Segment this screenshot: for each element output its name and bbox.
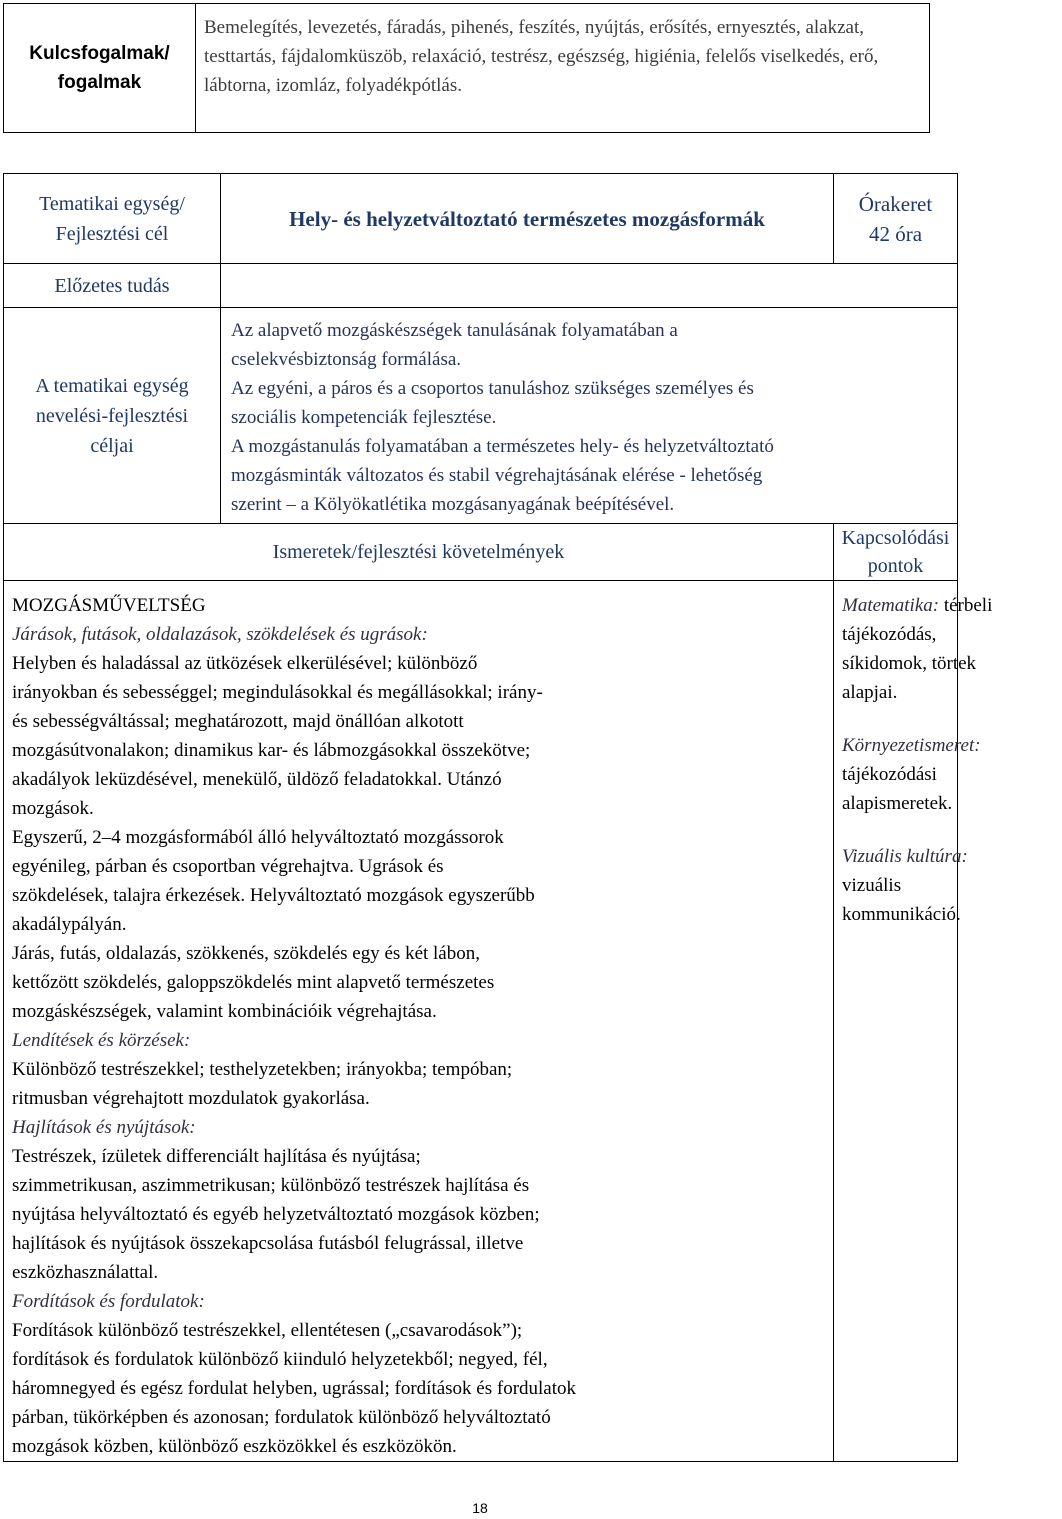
goals-line: Az alapvető mozgáskészségek tanulásának folyamatában a bbox=[231, 320, 678, 341]
requirement-line: irányokban és sebességgel; megindulásokkal és megállásokkal; irány- bbox=[12, 682, 543, 703]
requirement-line: eszközhasználattal. bbox=[12, 1262, 159, 1283]
requirement-line: egyénileg, párban és csoportban végrehajtva. Ugrások és bbox=[12, 856, 444, 877]
requirement-line: Helyben és haladással az ütközések elkerülésével; különböző bbox=[12, 653, 478, 674]
requirement-line: Járás, futás, oldalazás, szökkenés, szökdelés egy és két lábon, bbox=[12, 943, 480, 964]
requirement-line: nyújtása helyváltoztató és egyéb helyzetváltoztató mozgások közben; bbox=[12, 1204, 540, 1225]
requirement-line: mozgások közben, különböző eszközökkel és eszközökön. bbox=[12, 1436, 457, 1457]
requirement-line: mozgásútvonalakon; dinamikus kar- és lábmozgásokkal összekötve; bbox=[12, 740, 531, 761]
requirement-line: Testrészek, ízületek differenciált hajlítása és nyújtása; bbox=[12, 1146, 421, 1167]
requirement-line: MOZGÁSMŰVELTSÉG bbox=[12, 595, 206, 616]
requirement-line: mozgások. bbox=[12, 798, 94, 819]
requirement-subheading: Fordítások és fordulatok: bbox=[12, 1291, 205, 1312]
connections-body bbox=[834, 581, 993, 1462]
goals-label: A tematikai egység nevelési-fejlesztési céljai bbox=[4, 308, 221, 524]
connections-header: Kapcsolódási pontok bbox=[834, 524, 958, 581]
unit-label: Tematikai egység/ Fejlesztési cél bbox=[4, 174, 221, 264]
requirement-line: Fordítások különböző testrészekkel, ellentétesen („csavarodások”); bbox=[12, 1320, 523, 1341]
requirement-line: akadályok leküzdésével, menekülő, üldöző feladatokkal. Utánzó bbox=[12, 769, 502, 790]
requirement-subheading: Járások, futások, oldalazások, szökdelések és ugrások: bbox=[12, 624, 428, 645]
requirements-body bbox=[4, 581, 834, 1462]
hours-cell: Órakeret 42 óra bbox=[834, 174, 958, 264]
requirement-line: akadálypályán. bbox=[12, 914, 127, 935]
goals-text bbox=[221, 308, 958, 524]
requirement-line: szimmetrikusan, aszimmetrikusan; különböző testrészek hajlítása és bbox=[12, 1175, 530, 1196]
requirement-subheading: Hajlítások és nyújtások: bbox=[12, 1117, 196, 1138]
math-connection: Matematika: térbeli tájékozódás, síkidomok, törtek alapjai. bbox=[842, 595, 993, 703]
key-concepts-table bbox=[3, 3, 930, 133]
goals-line: szociális kompetenciák fejlesztése. bbox=[231, 407, 497, 428]
goals-line: Az egyéni, a páros és a csoportos tanuláshoz szükséges személyes és bbox=[231, 378, 754, 399]
key-concepts-value: Bemelegítés, levezetés, fáradás, pihenés, feszítés, nyújtás, erősítés, ernyesztés, alakzat, testtartás, fájdalomküszöb, relaxáció, testrész, egészség, higiénia, felelős viselkedés, erő, lábtorna, izomláz, folyadékpótlás. bbox=[196, 4, 930, 133]
requirement-line: szökdelések, talajra érkezések. Helyváltoztató mozgások egyszerűbb bbox=[12, 885, 535, 906]
requirements-header: Ismeretek/fejlesztési követelmények bbox=[4, 524, 834, 581]
key-concepts-label: Kulcsfogalmak/ fogalmak bbox=[4, 4, 196, 133]
requirement-line: fordítások és fordulatok különböző kiinduló helyzetekből; negyed, fél, bbox=[12, 1349, 548, 1370]
requirement-line: és sebességváltással; meghatározott, majd önállóan alkotott bbox=[12, 711, 464, 732]
requirement-line: ritmusban végrehajtott mozdulatok gyakorlása. bbox=[12, 1088, 370, 1109]
requirement-line: Egyszerű, 2–4 mozgásformából álló helyváltoztató mozgássorok bbox=[12, 827, 504, 848]
requirement-line: kettőzött szökdelés, galoppszökdelés mint alapvető természetes bbox=[12, 972, 495, 993]
prior-knowledge-label: Előzetes tudás bbox=[4, 264, 221, 308]
requirement-line: háromnegyed és egész fordulat helyben, ugrással; fordítások és fordulatok bbox=[12, 1378, 577, 1399]
prior-knowledge-value bbox=[221, 264, 958, 308]
requirement-line: mozgáskészségek, valamint kombinációik végrehajtása. bbox=[12, 1001, 437, 1022]
environment-connection: Környezetismeret: tájékozódási alapismeretek. bbox=[842, 735, 981, 814]
requirement-line: hajlítások és nyújtások összekapcsolása futásból felugrással, illetve bbox=[12, 1233, 524, 1254]
goals-line: mozgásminták változatos és stabil végrehajtásának elérése - lehetőség bbox=[231, 465, 763, 486]
goals-line: cselekvésbiztonság formálása. bbox=[231, 349, 462, 370]
visual-culture-connection: Vizuális kultúra: vizuális kommunikáció. bbox=[842, 846, 968, 925]
requirement-line: párban, tükörképben és azonosan; fordulatok különböző helyváltoztató bbox=[12, 1407, 551, 1428]
page-number: 18 bbox=[472, 1500, 488, 1516]
unit-title: Hely- és helyzetváltoztató természetes mozgásformák bbox=[221, 174, 834, 264]
goals-line: szerint – a Kölyökatlétika mozgásanyagának beépítésével. bbox=[231, 494, 675, 515]
requirement-line: Különböző testrészekkel; testhelyzetekben; irányokba; tempóban; bbox=[12, 1059, 513, 1080]
goals-line: A mozgástanulás folyamatában a természetes hely- és helyzetváltoztató bbox=[231, 436, 774, 457]
requirement-subheading: Lendítések és körzések: bbox=[12, 1030, 191, 1051]
thematic-unit-table bbox=[3, 173, 993, 1462]
